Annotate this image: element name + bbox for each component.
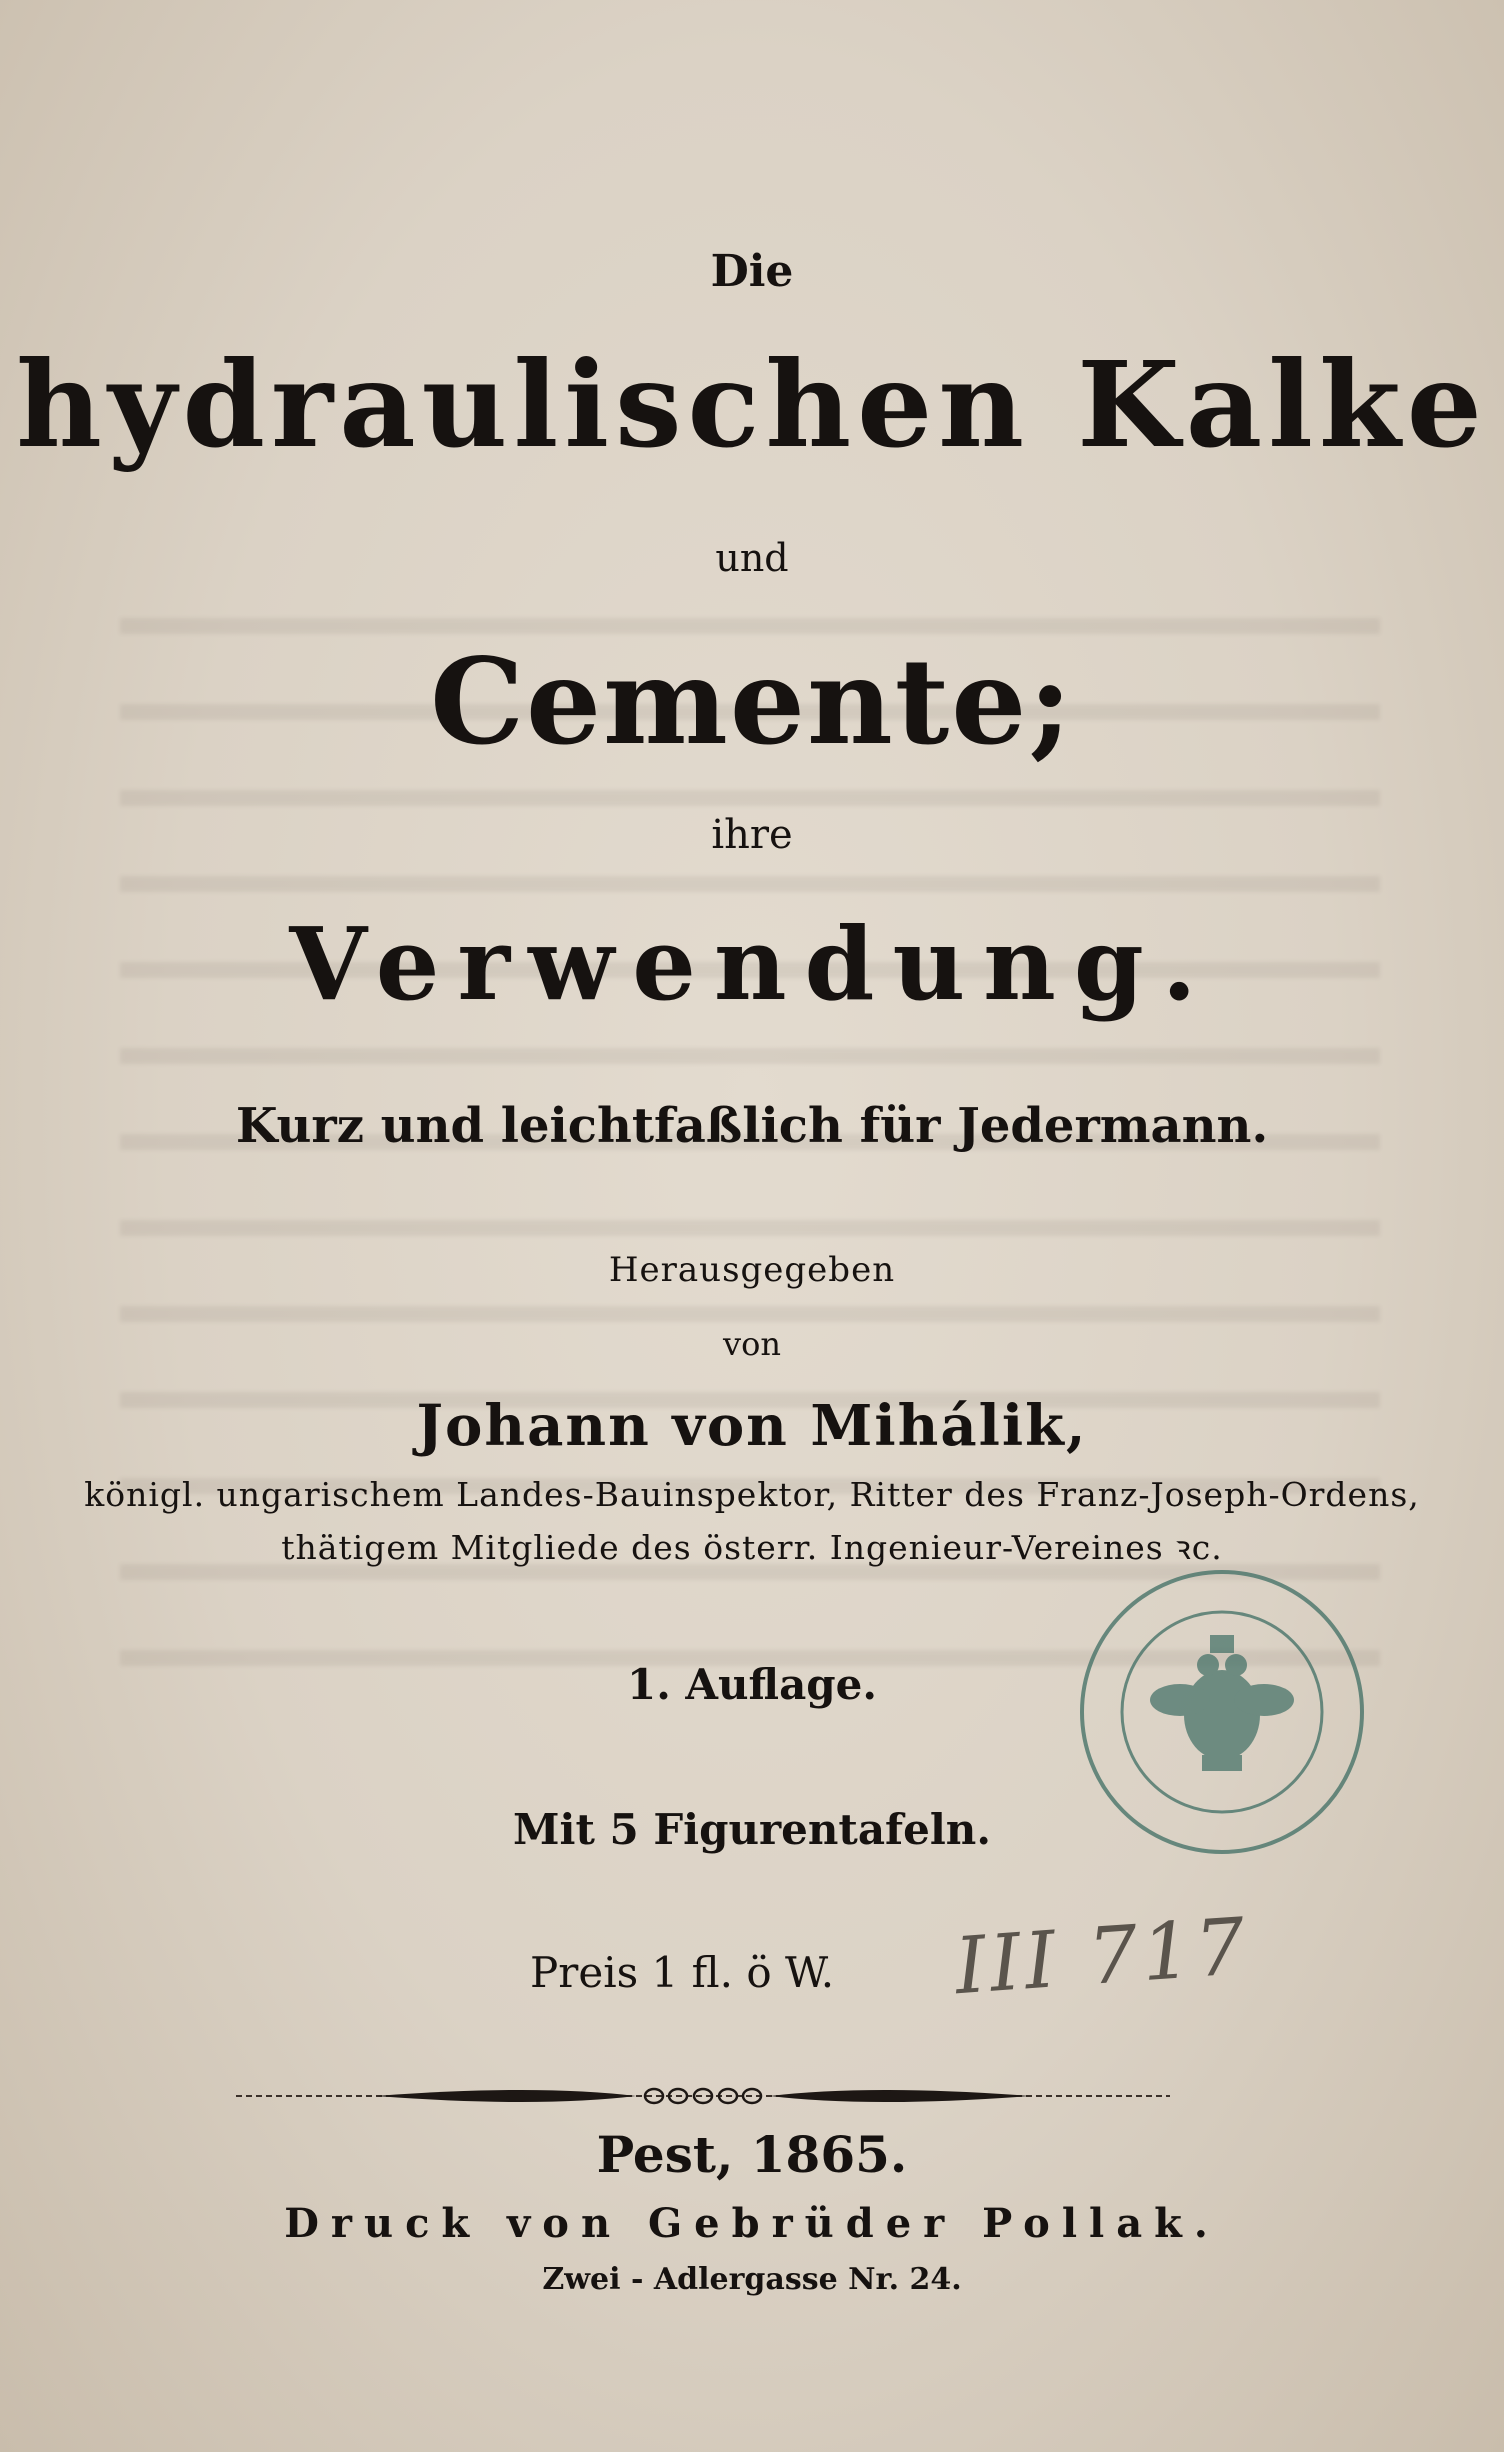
- printer-address: Zwei - Adlergasse Nr. 24.: [542, 2262, 962, 2297]
- author-credentials-1: königl. ungarischem Landes-Bauinspektor, Ritter des Franz-Joseph-Ordens,: [84, 1475, 1420, 1514]
- title-verwendung: Verwendung.: [289, 905, 1215, 1023]
- title-article: Die: [710, 246, 794, 297]
- library-stamp: [1070, 1560, 1375, 1865]
- author-name: Johann von Mihálik,: [416, 1393, 1088, 1459]
- title-und: und: [715, 536, 789, 580]
- edition-label: 1. Auflage.: [626, 1660, 878, 1709]
- title-ihre: ihre: [711, 812, 793, 858]
- subtitle: Kurz und leichtfaßlich für Jedermann.: [235, 1098, 1269, 1154]
- handwritten-shelfmark: III 717: [952, 1901, 1252, 2013]
- imprint-place-year: Pest, 1865.: [596, 2125, 908, 2184]
- herausgegeben-label: Herausgegeben: [608, 1250, 896, 1290]
- printer-line: Druck von Gebrüder Pollak.: [284, 2200, 1220, 2247]
- author-credentials-2: thätigem Mitgliede des österr. Ingenieur-Vereines ꝛc.: [281, 1528, 1223, 1567]
- main-title: hydraulischen Kalke: [16, 335, 1488, 474]
- plates-label: Mit 5 Figurentafeln.: [513, 1805, 991, 1854]
- price-label: Preis 1 fl. ö W.: [530, 1948, 835, 1997]
- title-cemente: Cemente;: [430, 632, 1074, 771]
- von-label: von: [723, 1325, 781, 1363]
- eagle-emblem-icon: [1150, 1635, 1294, 1771]
- ornamental-rule: [236, 2076, 1170, 2116]
